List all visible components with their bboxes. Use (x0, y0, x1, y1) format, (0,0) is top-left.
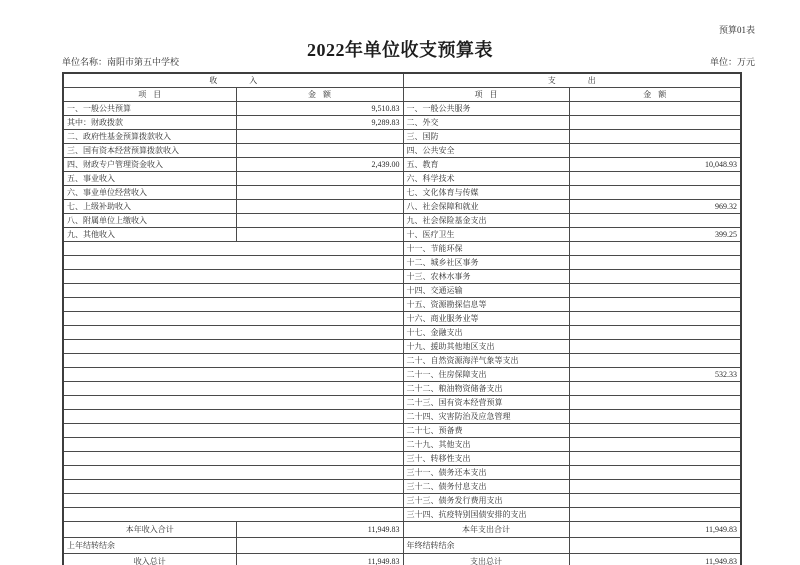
table-row (63, 102, 741, 116)
table-row (63, 368, 741, 382)
income-empty-cell (63, 480, 403, 494)
income-empty-cell (63, 312, 403, 326)
income-empty-cell (63, 284, 403, 298)
section-header-row (63, 73, 741, 88)
income-empty-cell (63, 270, 403, 284)
unit-of-measure-label: 单位：万元 (709, 57, 755, 67)
expense-amount-cell (569, 326, 741, 340)
income-empty-cell (63, 354, 403, 368)
income-amount-cell (236, 228, 403, 242)
expense-item-cell: 十六、商业服务业等 (403, 312, 569, 326)
summary-income-amount-cell: 11,949.83 (236, 554, 403, 565)
expense-amount-cell (569, 396, 741, 410)
summary-income-label-cell: 本年收入合计 (63, 522, 236, 538)
income-empty-cell (63, 452, 403, 466)
income-item-column-header: 项 目 (63, 88, 236, 102)
expense-amount-cell (569, 438, 741, 452)
income-empty-cell (63, 368, 403, 382)
expense-amount-cell (569, 382, 741, 396)
income-empty-cell (63, 242, 403, 256)
table-row (63, 284, 741, 298)
expense-amount-cell: 399.25 (569, 228, 741, 242)
expenditure-section-header: 支 出 (403, 73, 741, 88)
expense-amount-cell (569, 494, 741, 508)
unit-name-label: 单位名称：南阳市第五中学校 (62, 57, 180, 67)
expense-item-cell: 九、社会保险基金支出 (403, 214, 569, 228)
expense-amount-cell: 969.32 (569, 200, 741, 214)
expense-item-cell: 十一、节能环保 (403, 242, 569, 256)
summary-row (63, 538, 741, 554)
expense-amount-cell: 10,048.93 (569, 158, 741, 172)
expense-item-cell: 十九、援助其他地区支出 (403, 340, 569, 354)
expense-item-cell: 十三、农林水事务 (403, 270, 569, 284)
expense-item-cell: 六、科学技术 (403, 172, 569, 186)
expense-item-cell: 十五、资源勘探信息等 (403, 298, 569, 312)
expense-item-cell: 二十九、其他支出 (403, 438, 569, 452)
summary-expense-amount-cell (569, 538, 741, 554)
income-item-cell: 三、国有资本经营预算拨款收入 (63, 144, 236, 158)
income-item-cell: 八、附属单位上缴收入 (63, 214, 236, 228)
table-row (63, 270, 741, 284)
income-item-cell: 九、其他收入 (63, 228, 236, 242)
expense-item-column-header: 项 目 (403, 88, 569, 102)
expense-item-cell: 十二、城乡社区事务 (403, 256, 569, 270)
summary-income-amount-cell: 11,949.83 (236, 522, 403, 538)
expense-item-cell: 四、公共安全 (403, 144, 569, 158)
expense-amount-cell (569, 340, 741, 354)
expense-item-cell: 二十四、灾害防治及应急管理 (403, 410, 569, 424)
expense-amount-cell (569, 242, 741, 256)
income-item-cell: 二、政府性基金预算拨款收入 (63, 130, 236, 144)
meta-row (62, 55, 755, 68)
expense-amount-cell (569, 256, 741, 270)
income-empty-cell (63, 326, 403, 340)
table-row (63, 256, 741, 270)
table-row (63, 298, 741, 312)
income-empty-cell (63, 424, 403, 438)
expense-item-cell: 二十二、粮油物资储备支出 (403, 382, 569, 396)
summary-income-amount-cell (236, 538, 403, 554)
income-section-header: 收 入 (63, 73, 403, 88)
income-amount-column-header: 金 额 (236, 88, 403, 102)
income-empty-cell (63, 396, 403, 410)
expense-item-cell: 三十、转移性支出 (403, 452, 569, 466)
income-amount-cell (236, 172, 403, 186)
income-empty-cell (63, 256, 403, 270)
income-amount-cell (236, 214, 403, 228)
income-amount-cell (236, 186, 403, 200)
summary-row (63, 554, 741, 565)
expense-item-cell: 三十四、抗疫特别国债安排的支出 (403, 508, 569, 522)
table-row (63, 410, 741, 424)
expense-item-cell: 五、教育 (403, 158, 569, 172)
summary-income-label-cell: 收入总计 (63, 554, 236, 565)
income-amount-cell: 2,439.00 (236, 158, 403, 172)
expense-amount-cell (569, 270, 741, 284)
expense-amount-cell (569, 214, 741, 228)
expense-amount-cell (569, 354, 741, 368)
table-row (63, 172, 741, 186)
table-row (63, 508, 741, 522)
income-empty-cell (63, 410, 403, 424)
expense-amount-cell (569, 172, 741, 186)
income-amount-cell (236, 144, 403, 158)
income-item-cell: 七、上级补助收入 (63, 200, 236, 214)
expense-amount-cell (569, 284, 741, 298)
table-row (63, 424, 741, 438)
expense-amount-cell (569, 130, 741, 144)
table-row (63, 312, 741, 326)
table-row (63, 480, 741, 494)
expense-item-cell: 一、一般公共服务 (403, 102, 569, 116)
expense-amount-cell (569, 186, 741, 200)
expense-amount-cell (569, 298, 741, 312)
expense-amount-cell (569, 424, 741, 438)
table-row (63, 130, 741, 144)
income-empty-cell (63, 466, 403, 480)
income-empty-cell (63, 340, 403, 354)
expense-item-cell: 二十一、住房保障支出 (403, 368, 569, 382)
expense-amount-cell: 532.33 (569, 368, 741, 382)
table-row (63, 186, 741, 200)
expense-item-cell: 十、医疗卫生 (403, 228, 569, 242)
budget-table-body (63, 102, 741, 565)
table-row (63, 200, 741, 214)
summary-expense-amount-cell: 11,949.83 (569, 522, 741, 538)
table-row (63, 466, 741, 480)
income-item-cell: 六、事业单位经营收入 (63, 186, 236, 200)
table-row (63, 214, 741, 228)
summary-income-label-cell: 上年结转结余 (63, 538, 236, 554)
page-title: 2022年单位收支预算表 (307, 40, 493, 60)
expense-amount-cell (569, 144, 741, 158)
expense-item-cell: 三十三、债务发行费用支出 (403, 494, 569, 508)
income-item-cell: 四、财政专户管理资金收入 (63, 158, 236, 172)
table-row (63, 354, 741, 368)
expense-amount-cell (569, 116, 741, 130)
table-row (63, 116, 741, 130)
table-row (63, 326, 741, 340)
expense-amount-cell (569, 312, 741, 326)
income-empty-cell (63, 382, 403, 396)
table-row (63, 396, 741, 410)
income-empty-cell (63, 494, 403, 508)
income-amount-cell: 9,289.83 (236, 116, 403, 130)
expense-amount-cell (569, 480, 741, 494)
income-item-cell: 五、事业收入 (63, 172, 236, 186)
summary-expense-label-cell: 年终结转结余 (403, 538, 569, 554)
table-row (63, 242, 741, 256)
income-amount-cell: 9,510.83 (236, 102, 403, 116)
table-row (63, 144, 741, 158)
expense-item-cell: 二十七、预备费 (403, 424, 569, 438)
column-header-row (63, 88, 741, 102)
expense-item-cell: 二十、自然资源海洋气象等支出 (403, 354, 569, 368)
expense-amount-cell (569, 508, 741, 522)
expense-amount-cell (569, 410, 741, 424)
expense-item-cell: 十四、交通运输 (403, 284, 569, 298)
income-amount-cell (236, 130, 403, 144)
summary-expense-label-cell: 支出总计 (403, 554, 569, 565)
expense-amount-cell (569, 102, 741, 116)
expense-item-cell: 二、外交 (403, 116, 569, 130)
expense-item-cell: 三十二、债务付息支出 (403, 480, 569, 494)
table-row (63, 158, 741, 172)
expense-amount-cell (569, 466, 741, 480)
income-empty-cell (63, 298, 403, 312)
expense-item-cell: 三十一、债务还本支出 (403, 466, 569, 480)
income-item-cell: 一、一般公共预算 (63, 102, 236, 116)
expense-item-cell: 十七、金融支出 (403, 326, 569, 340)
table-row (63, 340, 741, 354)
expense-item-cell: 七、文化体育与传媒 (403, 186, 569, 200)
table-row (63, 438, 741, 452)
budget-table (62, 72, 742, 565)
income-item-cell: 其中：财政拨款 (63, 116, 236, 130)
expense-amount-cell (569, 452, 741, 466)
income-empty-cell (63, 438, 403, 452)
summary-expense-amount-cell: 11,949.83 (569, 554, 741, 565)
table-row (63, 494, 741, 508)
table-row (63, 382, 741, 396)
income-empty-cell (63, 508, 403, 522)
income-amount-cell (236, 200, 403, 214)
summary-row (63, 522, 741, 538)
expense-amount-column-header: 金 额 (569, 88, 741, 102)
summary-expense-label-cell: 本年支出合计 (403, 522, 569, 538)
expense-item-cell: 二十三、国有资本经营预算 (403, 396, 569, 410)
form-number-label: 预算01表 (718, 25, 755, 35)
expense-item-cell: 八、社会保障和就业 (403, 200, 569, 214)
table-row (63, 452, 741, 466)
table-row (63, 228, 741, 242)
expense-item-cell: 三、国防 (403, 130, 569, 144)
